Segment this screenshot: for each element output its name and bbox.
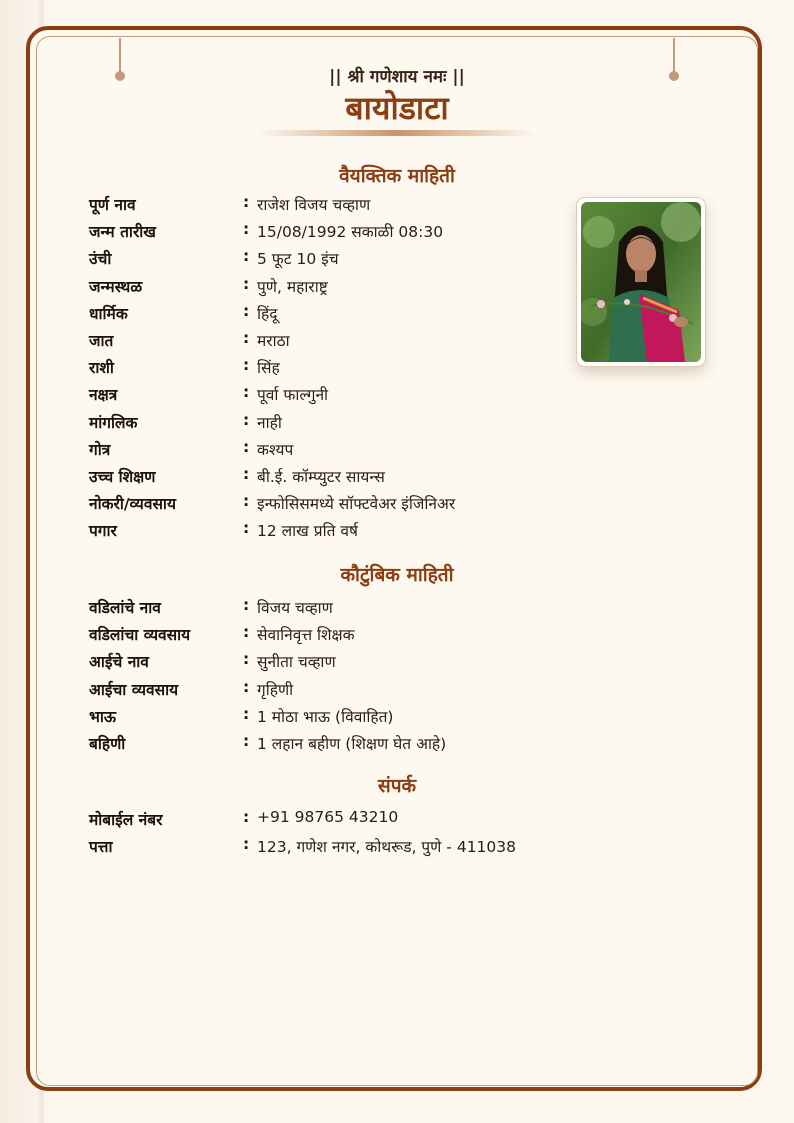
colon: : (243, 650, 250, 669)
page-title: बायोडाटा (345, 89, 449, 127)
label-brothers: भाऊ (89, 707, 117, 726)
value-salary: 12 लाख प्रति वर्ष (257, 522, 358, 541)
label-height: उंची (89, 250, 112, 269)
label-nakshatra: नक्षत्र (89, 386, 118, 405)
colon: : (243, 301, 250, 320)
section-title-family: कौटुंबिक माहिती (340, 564, 454, 586)
label-mother-occupation: आईचा व्यवसाय (89, 680, 179, 699)
value-rashi: सिंह (257, 359, 280, 378)
value-address: 123, गणेश नगर, कोथरूड, पुणे - 411038 (257, 838, 517, 857)
colon: : (243, 519, 250, 538)
label-occupation: नोकरी/व्यवसाय (89, 495, 176, 514)
colon: : (243, 623, 250, 642)
value-caste: मराठा (257, 331, 290, 350)
value-occupation: इन्फोसिसमध्ये सॉफ्टवेअर इंजिनिअर (257, 495, 456, 514)
label-father-occupation: वडिलांचा व्यवसाय (89, 626, 191, 645)
label-salary: पगार (89, 522, 117, 541)
value-gotra: कश्यप (257, 440, 294, 459)
label-rashi: राशी (89, 359, 114, 378)
section-title-personal: वैयक्तिक माहिती (339, 165, 455, 187)
colon: : (243, 274, 250, 293)
label-gotra: गोत्र (89, 440, 111, 459)
profile-photo-frame (576, 197, 706, 367)
value-mobile: +91 98765 43210 (257, 808, 399, 826)
invocation-text: || श्री गणेशाय नमः || (329, 67, 465, 87)
profile-photo (581, 202, 701, 362)
colon: : (243, 835, 250, 854)
colon: : (243, 731, 250, 750)
label-address: पत्ता (89, 838, 113, 857)
value-mother-name: सुनीता चव्हाण (257, 653, 336, 672)
value-birth-place: पुणे, महाराष्ट्र (257, 277, 328, 296)
label-father-name: वडिलांचे नाव (89, 599, 161, 617)
label-mobile: मोबाईल नंबर (89, 811, 163, 829)
value-brothers: 1 मोठा भाऊ (विवाहित) (257, 707, 394, 726)
colon: : (243, 677, 250, 696)
value-father-occupation: सेवानिवृत्त शिक्षक (257, 626, 355, 645)
value-sisters: 1 लहान बहीण (शिक्षण घेत आहे) (257, 734, 447, 753)
value-mother-occupation: गृहिणी (257, 680, 294, 699)
colon: : (243, 193, 250, 211)
label-manglik: मांगलिक (89, 413, 138, 432)
label-full-name: पूर्ण नाव (89, 196, 136, 214)
colon: : (243, 328, 250, 347)
value-nakshatra: पूर्वा फाल्गुनी (257, 386, 329, 405)
value-height: 5 फूट 10 इंच (257, 250, 339, 269)
colon: : (243, 247, 250, 266)
value-birth-date: 15/08/1992 सकाळी 08:30 (257, 223, 444, 242)
label-religion: धार्मिक (89, 304, 128, 323)
label-education: उच्च शिक्षण (89, 467, 156, 486)
label-sisters: बहिणी (89, 734, 126, 753)
colon: : (243, 383, 250, 402)
label-mother-name: आईचे नाव (89, 653, 149, 672)
value-father-name: विजय चव्हाण (257, 599, 333, 617)
colon: : (243, 808, 250, 826)
colon: : (243, 704, 250, 723)
label-birth-place: जन्मस्थळ (89, 277, 143, 296)
colon: : (243, 464, 250, 483)
value-manglik: नाही (257, 413, 282, 432)
colon: : (243, 356, 250, 375)
colon: : (243, 596, 250, 614)
section-title-contact: संपर्क (377, 775, 417, 797)
label-birth-date: जन्म तारीख (89, 223, 156, 242)
colon: : (243, 220, 250, 239)
value-full-name: राजेश विजय चव्हाण (257, 196, 371, 214)
value-religion: हिंदू (257, 304, 278, 323)
label-caste: जात (89, 331, 114, 350)
colon: : (243, 437, 250, 456)
value-education: बी.ई. कॉम्प्युटर सायन्स (257, 467, 385, 486)
title-underline (257, 130, 537, 136)
colon: : (243, 410, 250, 429)
colon: : (243, 492, 250, 511)
